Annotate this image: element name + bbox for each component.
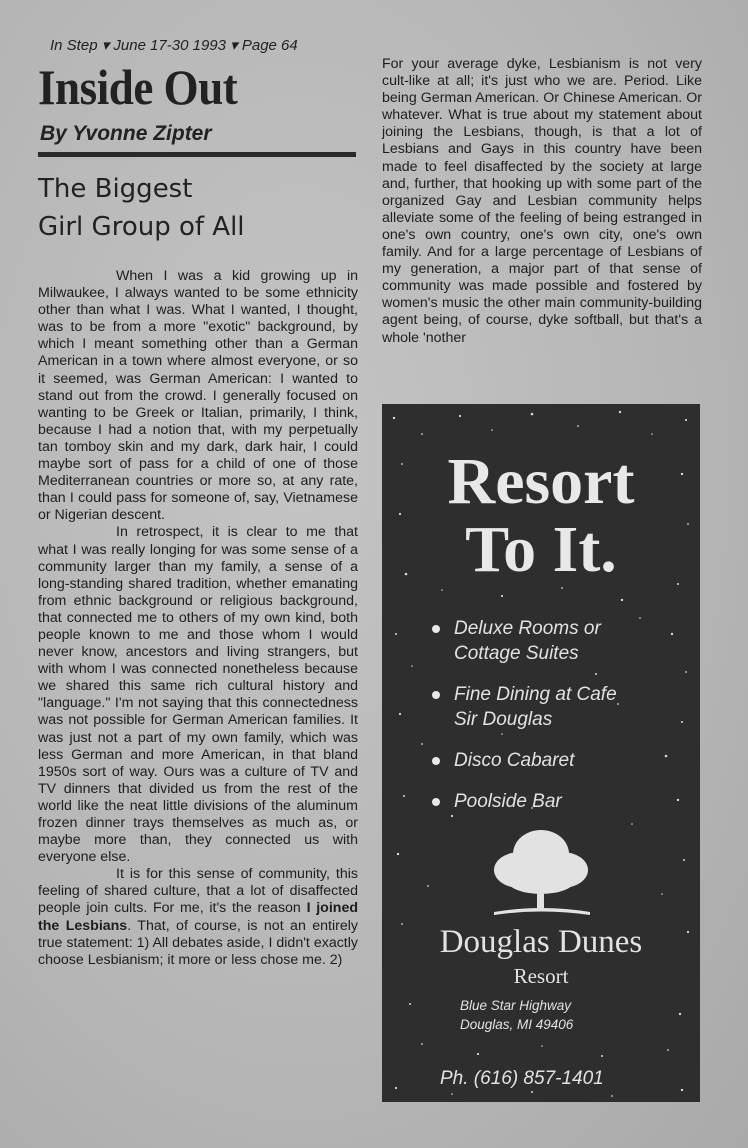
ad-feature-rooms [432, 616, 692, 666]
ad-resort-subname: Resort [513, 964, 569, 988]
resort-advertisement [382, 404, 700, 1102]
article-left-column [38, 268, 358, 969]
ad-phone: Ph. (616) 857-1401 [440, 1068, 604, 1089]
ad-feature-rooms-line-2: Cottage Suites [454, 643, 579, 664]
title-rule [38, 152, 356, 157]
bullet-icon [432, 757, 440, 765]
article-paragraph-1: When I was a kid growing up in Milwaukee, I always wanted to be some ethnicity other than what I was. What I wanted, I thought, was to be from a more "exotic" background, by which I meant something other than a German American in a town where almost everyone, or so it seemed, was German American: I wanted to stand out from the crowd. I generally focused on wanting to be Greek or Italian, primarily, I think, because I had a notion that, with my perpetually tan tomboy skin and my dark, dark hair, I could maybe sort of pass for a child of one of those Mediterranean countries or more so, at any rate, than I could pass for someone of, say, Vietnamese or Nigerian descent. [38, 268, 358, 524]
column-title: Inside Out [38, 59, 238, 115]
ad-feature-dining-line-2: Sir Douglas [454, 709, 553, 730]
ad-address [460, 996, 573, 1034]
ad-feature-disco [432, 748, 692, 773]
tree-icon [486, 824, 596, 920]
byline: By Yvonne Zipter [40, 122, 212, 145]
ad-feature-list [432, 616, 692, 830]
ad-address-line-1: Blue Star Highway [460, 998, 572, 1013]
bullet-icon [432, 625, 440, 633]
paragraph-3-tail: . That, of course, is not an entirely true statement: 1) All debates aside, I didn't exactly choose Lesbianism; it more or less chose me. 2) [38, 917, 358, 968]
headline-line-2: Girl Group of All [38, 212, 245, 242]
bullet-icon [432, 798, 440, 806]
bullet-icon [432, 691, 440, 699]
ad-headline-line-2: To It. [465, 513, 617, 586]
article-paragraph-3 [38, 866, 358, 969]
ad-resort-name: Douglas Dunes [439, 924, 643, 960]
article-paragraph-2: In retrospect, it is clear to me that what I was really longing for was some sense of a community larger than my family, a sense of a long-standing shared tradition, whether emanating from ethnic background or religious background, that connected me to others of my own kind, both people known to me and those whom I would never know, ancestors and living strangers, but with whom I was connected nonetheless because we shared this same rich cultural history and "language." I'm not saying that this connectedness was not possible for German American families. It was just not a part of my own family, which was less German and more American, in that bland 1950s sort of way. Ours was a culture of TV and TV dinners that divided us from the rest of the world like the neat little divisions of the aluminum frozen dinner trays themselves as much as, or maybe more than, they connected us with everyone else. [38, 524, 358, 866]
article-right-column [382, 56, 702, 347]
ad-address-line-2: Douglas, MI 49406 [460, 1017, 574, 1032]
ad-feature-dining [432, 682, 692, 732]
ad-headline-line-1: Resort [447, 445, 635, 518]
paragraph-3-text: It is for this sense of community, this feeling of shared culture, that a lot of disaffected people join cults. For me, it's the reason [38, 866, 358, 917]
ad-feature-pool [432, 789, 692, 814]
ad-feature-dining-line-1: Fine Dining at Cafe [454, 684, 617, 705]
ad-feature-disco-text: Disco Cabaret [454, 750, 575, 771]
headline-line-1: The Biggest [38, 174, 193, 204]
bold-phrase: I joined the Lesbians [38, 900, 359, 934]
page-folio: In Step ▾ June 17-30 1993 ▾ Page 64 [50, 37, 298, 54]
article-paragraph-continued: For your average dyke, Lesbianism is not very cult-like at all; it's just who we are. Period. Like being German American. Or Chinese American. Or whatever. What is true about my statement about joining the Lesbians, though, is that a lot of Lesbians and Gays in this country have been made to feel disaffected by the society at large and, further, that hooking up with some part of the organized Gay and Lesbian community helps alleviate some of the feeling of being estranged in one's own country, one's own city, one's own family. And for a large percentage of Lesbians of my generation, a major part of that sense of community was made possible and fostered by women's music the other main community-building agent being, of course, dyke softball, but that's a whole 'nother [382, 56, 702, 346]
article-headline [38, 170, 358, 246]
ad-feature-rooms-line-1: Deluxe Rooms or [454, 618, 601, 639]
ad-feature-pool-text: Poolside Bar [454, 791, 562, 812]
